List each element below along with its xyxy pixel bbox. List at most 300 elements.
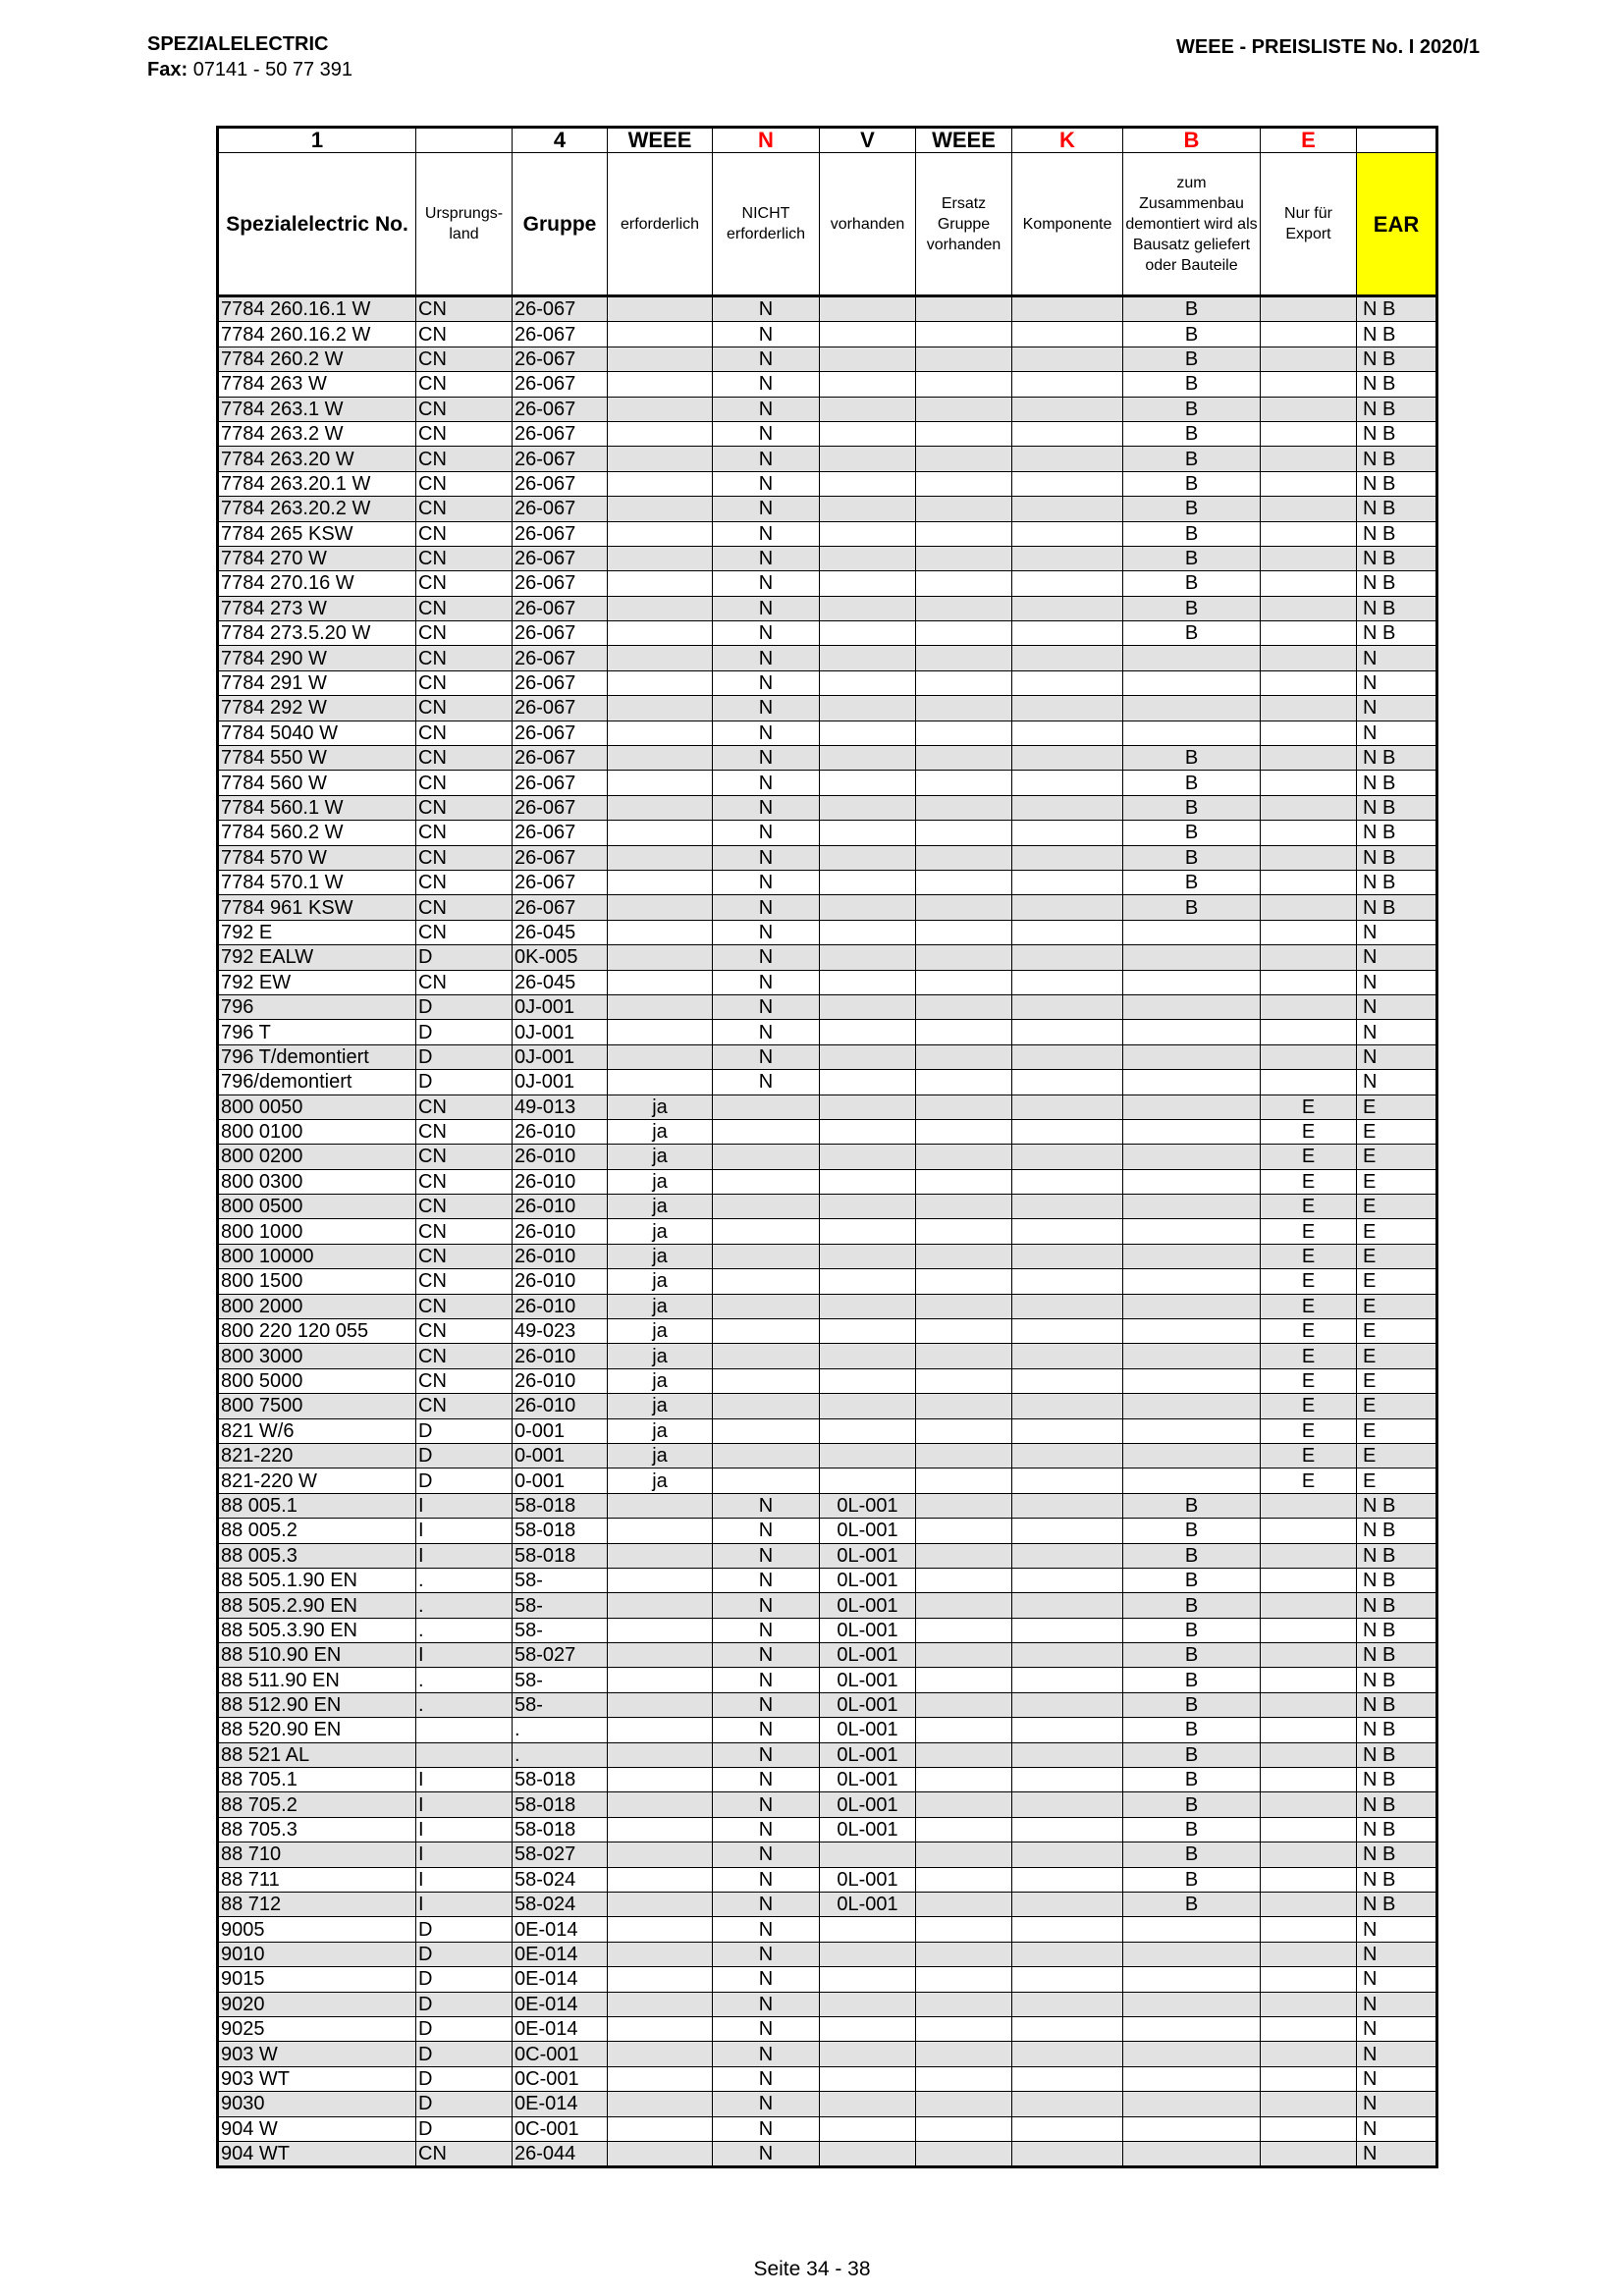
cell-component: [1012, 596, 1123, 620]
cell-export-only: [1261, 795, 1357, 820]
cell-component: [1012, 1319, 1123, 1344]
cell-article-no: 88 505.3.90 EN: [218, 1618, 416, 1642]
cell-component: [1012, 970, 1123, 994]
cell-replacement-group: [916, 970, 1012, 994]
cell-replacement-group: [916, 1643, 1012, 1668]
cell-weee-not-required: N: [713, 2066, 820, 2091]
cell-export-only: [1261, 1020, 1357, 1044]
cell-present: [820, 1344, 916, 1368]
cell-origin: D: [416, 1020, 513, 1044]
cell-component: [1012, 1493, 1123, 1518]
cell-weee-not-required: N: [713, 1668, 820, 1692]
cell-assembly: [1123, 2141, 1261, 2166]
cell-present: [820, 1942, 916, 1966]
cell-article-no: 7784 560 W: [218, 771, 416, 795]
cell-group: 0J-001: [513, 1070, 608, 1095]
cell-group: 26-067: [513, 497, 608, 521]
cell-group: 58-024: [513, 1893, 608, 1917]
cell-weee-not-required: N: [713, 696, 820, 721]
cell-ear: E: [1357, 1468, 1437, 1493]
cell-component: [1012, 1543, 1123, 1568]
cell-replacement-group: [916, 1692, 1012, 1717]
cell-replacement-group: [916, 1169, 1012, 1194]
cell-article-no: 800 3000: [218, 1344, 416, 1368]
cell-assembly: B: [1123, 1668, 1261, 1692]
cell-weee-required: [608, 1543, 713, 1568]
cell-assembly: B: [1123, 596, 1261, 620]
cell-group: 26-044: [513, 2141, 608, 2166]
cell-article-no: 88 005.2: [218, 1519, 416, 1543]
cell-export-only: [1261, 372, 1357, 397]
cell-component: [1012, 2116, 1123, 2141]
cell-export-only: [1261, 646, 1357, 670]
cell-ear: N B: [1357, 1519, 1437, 1543]
cell-article-no: 88 705.1: [218, 1768, 416, 1792]
cell-weee-not-required: N: [713, 1792, 820, 1817]
table-row: [218, 2141, 1437, 2166]
cell-export-only: [1261, 2016, 1357, 2041]
cell-weee-not-required: N: [713, 322, 820, 347]
cell-component: [1012, 571, 1123, 596]
cell-weee-not-required: N: [713, 1967, 820, 1992]
cell-replacement-group: [916, 746, 1012, 771]
cell-weee-required: [608, 447, 713, 471]
cell-ear: E: [1357, 1169, 1437, 1194]
cell-export-only: [1261, 970, 1357, 994]
cell-article-no: 7784 273.5.20 W: [218, 621, 416, 646]
cell-present: 0L-001: [820, 1768, 916, 1792]
cell-export-only: [1261, 447, 1357, 471]
cell-weee-not-required: N: [713, 795, 820, 820]
cell-weee-not-required: N: [713, 1917, 820, 1942]
cell-article-no: 904 WT: [218, 2141, 416, 2166]
table-row: [218, 1817, 1437, 1842]
table-row: [218, 1618, 1437, 1642]
table-row: [218, 372, 1437, 397]
cell-article-no: 7784 270 W: [218, 546, 416, 570]
cell-replacement-group: [916, 347, 1012, 371]
cell-ear: N B: [1357, 621, 1437, 646]
cell-ear: N: [1357, 1070, 1437, 1095]
cell-present: [820, 970, 916, 994]
cell-group: 58-018: [513, 1792, 608, 1817]
cell-origin: CN: [416, 621, 513, 646]
cell-group: 58-: [513, 1568, 608, 1592]
cell-weee-required: ja: [608, 1219, 713, 1244]
cell-replacement-group: [916, 1294, 1012, 1318]
cell-origin: D: [416, 1418, 513, 1443]
cell-group: 26-010: [513, 1169, 608, 1194]
cell-group: 26-067: [513, 546, 608, 570]
cell-assembly: B: [1123, 771, 1261, 795]
cell-weee-required: [608, 945, 713, 970]
cell-weee-required: [608, 397, 713, 421]
table-row: [218, 322, 1437, 347]
cell-weee-not-required: N: [713, 920, 820, 944]
table-row: [218, 397, 1437, 421]
cell-component: [1012, 1418, 1123, 1443]
table-row: [218, 1269, 1437, 1294]
cell-origin: I: [416, 1792, 513, 1817]
cell-weee-required: [608, 471, 713, 496]
cell-article-no: 88 505.1.90 EN: [218, 1568, 416, 1592]
table-row: [218, 1493, 1437, 1518]
cell-origin: D: [416, 1917, 513, 1942]
cell-present: [820, 1468, 916, 1493]
cell-origin: .: [416, 1692, 513, 1717]
cell-present: [820, 1319, 916, 1344]
cell-export-only: [1261, 870, 1357, 894]
cell-weee-not-required: N: [713, 2042, 820, 2066]
cell-group: 26-067: [513, 670, 608, 695]
cell-replacement-group: [916, 2116, 1012, 2141]
cell-assembly: [1123, 1294, 1261, 1318]
cell-weee-required: [608, 421, 713, 446]
col-number-2: [416, 128, 513, 153]
cell-assembly: [1123, 1269, 1261, 1294]
cell-assembly: [1123, 1145, 1261, 1169]
cell-ear: N: [1357, 1917, 1437, 1942]
cell-assembly: [1123, 1992, 1261, 2016]
table-row: [218, 670, 1437, 695]
cell-present: [820, 1294, 916, 1318]
cell-weee-not-required: N: [713, 1992, 820, 2016]
cell-group: 58-018: [513, 1768, 608, 1792]
cell-article-no: 800 10000: [218, 1244, 416, 1268]
cell-weee-required: ja: [608, 1344, 713, 1368]
table-row: [218, 521, 1437, 546]
cell-origin: D: [416, 2066, 513, 2091]
cell-replacement-group: [916, 1269, 1012, 1294]
cell-article-no: 903 WT: [218, 2066, 416, 2091]
cell-component: [1012, 372, 1123, 397]
document-title: WEEE - PREISLISTE No. I 2020/1: [1176, 36, 1480, 58]
cell-present: 0L-001: [820, 1692, 916, 1717]
cell-assembly: [1123, 1044, 1261, 1069]
cell-component: [1012, 1742, 1123, 1767]
cell-origin: CN: [416, 1219, 513, 1244]
cell-article-no: 792 E: [218, 920, 416, 944]
cell-export-only: [1261, 1618, 1357, 1642]
cell-origin: CN: [416, 471, 513, 496]
cell-origin: CN: [416, 447, 513, 471]
cell-replacement-group: [916, 447, 1012, 471]
cell-replacement-group: [916, 845, 1012, 870]
cell-ear: N: [1357, 2092, 1437, 2116]
cell-assembly: [1123, 1244, 1261, 1268]
cell-group: 26-045: [513, 970, 608, 994]
cell-group: 58-: [513, 1618, 608, 1642]
cell-component: [1012, 746, 1123, 771]
cell-export-only: [1261, 1768, 1357, 1792]
cell-component: [1012, 1842, 1123, 1867]
cell-group: 0E-014: [513, 1917, 608, 1942]
cell-weee-required: [608, 1643, 713, 1668]
cell-weee-required: [608, 696, 713, 721]
cell-ear: N B: [1357, 771, 1437, 795]
cell-ear: N: [1357, 646, 1437, 670]
column-header-row: [218, 153, 1437, 296]
cell-component: [1012, 1095, 1123, 1119]
cell-present: [820, 1842, 916, 1867]
cell-weee-not-required: N: [713, 372, 820, 397]
cell-component: [1012, 1020, 1123, 1044]
cell-component: [1012, 1443, 1123, 1468]
cell-origin: CN: [416, 746, 513, 771]
cell-assembly: B: [1123, 372, 1261, 397]
cell-replacement-group: [916, 1967, 1012, 1992]
table-row: [218, 721, 1437, 745]
cell-ear: N B: [1357, 497, 1437, 521]
cell-weee-required: ja: [608, 1244, 713, 1268]
cell-component: [1012, 1817, 1123, 1842]
col-weee-label-2: WEEE: [916, 128, 1012, 153]
cell-component: [1012, 2042, 1123, 2066]
cell-replacement-group: [916, 670, 1012, 695]
cell-ear: N B: [1357, 471, 1437, 496]
cell-replacement-group: [916, 1568, 1012, 1592]
cell-group: 26-010: [513, 1394, 608, 1418]
cell-present: [820, 945, 916, 970]
header-ursprungsland: Ursprungs-land: [416, 153, 513, 296]
table-row: [218, 1543, 1437, 1568]
cell-group: 26-067: [513, 296, 608, 322]
cell-assembly: B: [1123, 421, 1261, 446]
table-row: [218, 1917, 1437, 1942]
cell-origin: CN: [416, 795, 513, 820]
table-row: [218, 1942, 1437, 1966]
cell-group: 0E-014: [513, 1992, 608, 2016]
cell-weee-required: [608, 2141, 713, 2166]
cell-export-only: E: [1261, 1219, 1357, 1244]
cell-weee-required: [608, 1893, 713, 1917]
cell-article-no: 7784 273 W: [218, 596, 416, 620]
cell-weee-required: [608, 1070, 713, 1095]
cell-origin: CN: [416, 546, 513, 570]
cell-component: [1012, 1368, 1123, 1393]
cell-weee-not-required: [713, 1244, 820, 1268]
cell-ear: N: [1357, 721, 1437, 745]
cell-component: [1012, 1394, 1123, 1418]
cell-component: [1012, 347, 1123, 371]
cell-ear: N B: [1357, 1817, 1437, 1842]
table-row: [218, 945, 1437, 970]
cell-article-no: 88 520.90 EN: [218, 1718, 416, 1742]
cell-export-only: [1261, 920, 1357, 944]
cell-weee-required: [608, 920, 713, 944]
cell-replacement-group: [916, 795, 1012, 820]
cell-weee-required: [608, 1044, 713, 1069]
cell-replacement-group: [916, 1792, 1012, 1817]
cell-assembly: [1123, 1195, 1261, 1219]
cell-export-only: [1261, 1668, 1357, 1692]
cell-replacement-group: [916, 471, 1012, 496]
cell-ear: N B: [1357, 1842, 1437, 1867]
cell-origin: CN: [416, 397, 513, 421]
cell-weee-not-required: N: [713, 296, 820, 322]
cell-export-only: E: [1261, 1119, 1357, 1144]
cell-present: [820, 821, 916, 845]
cell-replacement-group: [916, 1468, 1012, 1493]
cell-component: [1012, 1618, 1123, 1642]
cell-ear: N: [1357, 1020, 1437, 1044]
cell-export-only: [1261, 746, 1357, 771]
cell-article-no: 9020: [218, 1992, 416, 2016]
cell-ear: N: [1357, 2141, 1437, 2166]
table-row: [218, 447, 1437, 471]
cell-replacement-group: [916, 322, 1012, 347]
cell-assembly: [1123, 2092, 1261, 2116]
cell-weee-not-required: N: [713, 347, 820, 371]
table-row: [218, 870, 1437, 894]
cell-present: [820, 2066, 916, 2091]
cell-present: [820, 1418, 916, 1443]
cell-assembly: B: [1123, 1692, 1261, 1717]
cell-weee-required: [608, 322, 713, 347]
cell-origin: CN: [416, 571, 513, 596]
cell-article-no: 800 1500: [218, 1269, 416, 1294]
table-row: [218, 1169, 1437, 1194]
cell-ear: N: [1357, 1967, 1437, 1992]
cell-article-no: 7784 263 W: [218, 372, 416, 397]
cell-component: [1012, 845, 1123, 870]
cell-ear: N: [1357, 1942, 1437, 1966]
cell-export-only: [1261, 296, 1357, 322]
cell-ear: N B: [1357, 1692, 1437, 1717]
cell-assembly: B: [1123, 1718, 1261, 1742]
cell-export-only: [1261, 1044, 1357, 1069]
cell-replacement-group: [916, 497, 1012, 521]
cell-present: [820, 471, 916, 496]
cell-export-only: [1261, 571, 1357, 596]
cell-origin: I: [416, 1519, 513, 1543]
table-row: [218, 497, 1437, 521]
cell-assembly: [1123, 646, 1261, 670]
cell-component: [1012, 2092, 1123, 2116]
cell-ear: E: [1357, 1219, 1437, 1244]
cell-export-only: [1261, 322, 1357, 347]
table-row: [218, 1294, 1437, 1318]
cell-present: [820, 1169, 916, 1194]
cell-weee-required: ja: [608, 1294, 713, 1318]
cell-origin: CN: [416, 347, 513, 371]
cell-assembly: [1123, 696, 1261, 721]
cell-component: [1012, 1593, 1123, 1618]
cell-component: [1012, 1119, 1123, 1144]
cell-component: [1012, 721, 1123, 745]
cell-weee-not-required: N: [713, 497, 820, 521]
cell-article-no: 88 521 AL: [218, 1742, 416, 1767]
cell-article-no: 800 0100: [218, 1119, 416, 1144]
cell-ear: E: [1357, 1394, 1437, 1418]
fax-number: 07141 - 50 77 391: [192, 59, 353, 80]
cell-export-only: [1261, 621, 1357, 646]
cell-article-no: 7784 260.16.1 W: [218, 296, 416, 322]
cell-component: [1012, 1942, 1123, 1966]
cell-component: [1012, 521, 1123, 546]
table-row: [218, 1443, 1437, 1468]
cell-article-no: 796 T: [218, 1020, 416, 1044]
cell-assembly: B: [1123, 1643, 1261, 1668]
cell-group: 26-067: [513, 521, 608, 546]
cell-group: 26-067: [513, 795, 608, 820]
cell-replacement-group: [916, 920, 1012, 944]
cell-origin: CN: [416, 1119, 513, 1144]
cell-present: [820, 1917, 916, 1942]
table-row: [218, 1692, 1437, 1717]
cell-replacement-group: [916, 571, 1012, 596]
cell-article-no: 800 0050: [218, 1095, 416, 1119]
cell-origin: D: [416, 1070, 513, 1095]
cell-ear: E: [1357, 1095, 1437, 1119]
cell-present: [820, 1020, 916, 1044]
cell-assembly: B: [1123, 347, 1261, 371]
col-k-label: K: [1012, 128, 1123, 153]
cell-assembly: [1123, 920, 1261, 944]
col-number-1: 1: [218, 128, 416, 153]
cell-group: 26-010: [513, 1119, 608, 1144]
cell-article-no: 7784 263.20 W: [218, 447, 416, 471]
cell-assembly: [1123, 1368, 1261, 1393]
cell-ear: N B: [1357, 1768, 1437, 1792]
price-list-table: [216, 126, 1438, 2168]
cell-ear: N B: [1357, 845, 1437, 870]
cell-assembly: B: [1123, 571, 1261, 596]
cell-present: 0L-001: [820, 1519, 916, 1543]
cell-article-no: 821-220: [218, 1443, 416, 1468]
cell-replacement-group: [916, 1867, 1012, 1892]
cell-group: 26-067: [513, 621, 608, 646]
table-row: [218, 1044, 1437, 1069]
cell-assembly: B: [1123, 795, 1261, 820]
cell-ear: E: [1357, 1418, 1437, 1443]
cell-ear: N B: [1357, 421, 1437, 446]
cell-replacement-group: [916, 2141, 1012, 2166]
cell-replacement-group: [916, 771, 1012, 795]
cell-export-only: [1261, 1942, 1357, 1966]
cell-present: [820, 2016, 916, 2041]
table-row: [218, 1468, 1437, 1493]
cell-article-no: 7784 292 W: [218, 696, 416, 721]
cell-weee-not-required: N: [713, 646, 820, 670]
cell-replacement-group: [916, 421, 1012, 446]
table-row: [218, 1394, 1437, 1418]
cell-origin: CN: [416, 1319, 513, 1344]
table-row: [218, 546, 1437, 570]
table-row: [218, 1893, 1437, 1917]
cell-article-no: 9010: [218, 1942, 416, 1966]
cell-component: [1012, 1917, 1123, 1942]
cell-component: [1012, 1169, 1123, 1194]
cell-ear: N: [1357, 945, 1437, 970]
cell-article-no: 800 5000: [218, 1368, 416, 1393]
cell-present: [820, 994, 916, 1019]
cell-weee-required: [608, 296, 713, 322]
table-row: [218, 2042, 1437, 2066]
cell-group: 26-067: [513, 845, 608, 870]
cell-present: 0L-001: [820, 1643, 916, 1668]
cell-replacement-group: [916, 1394, 1012, 1418]
cell-present: 0L-001: [820, 1718, 916, 1742]
cell-origin: CN: [416, 1344, 513, 1368]
cell-present: [820, 2092, 916, 2116]
col-b-label: B: [1123, 128, 1261, 153]
cell-weee-not-required: N: [713, 970, 820, 994]
cell-article-no: 7784 961 KSW: [218, 895, 416, 920]
cell-weee-required: [608, 621, 713, 646]
cell-present: [820, 1095, 916, 1119]
header-zusammenbau: zum Zusammenbau demontiert wird als Bausatz geliefert oder Bauteile: [1123, 153, 1261, 296]
